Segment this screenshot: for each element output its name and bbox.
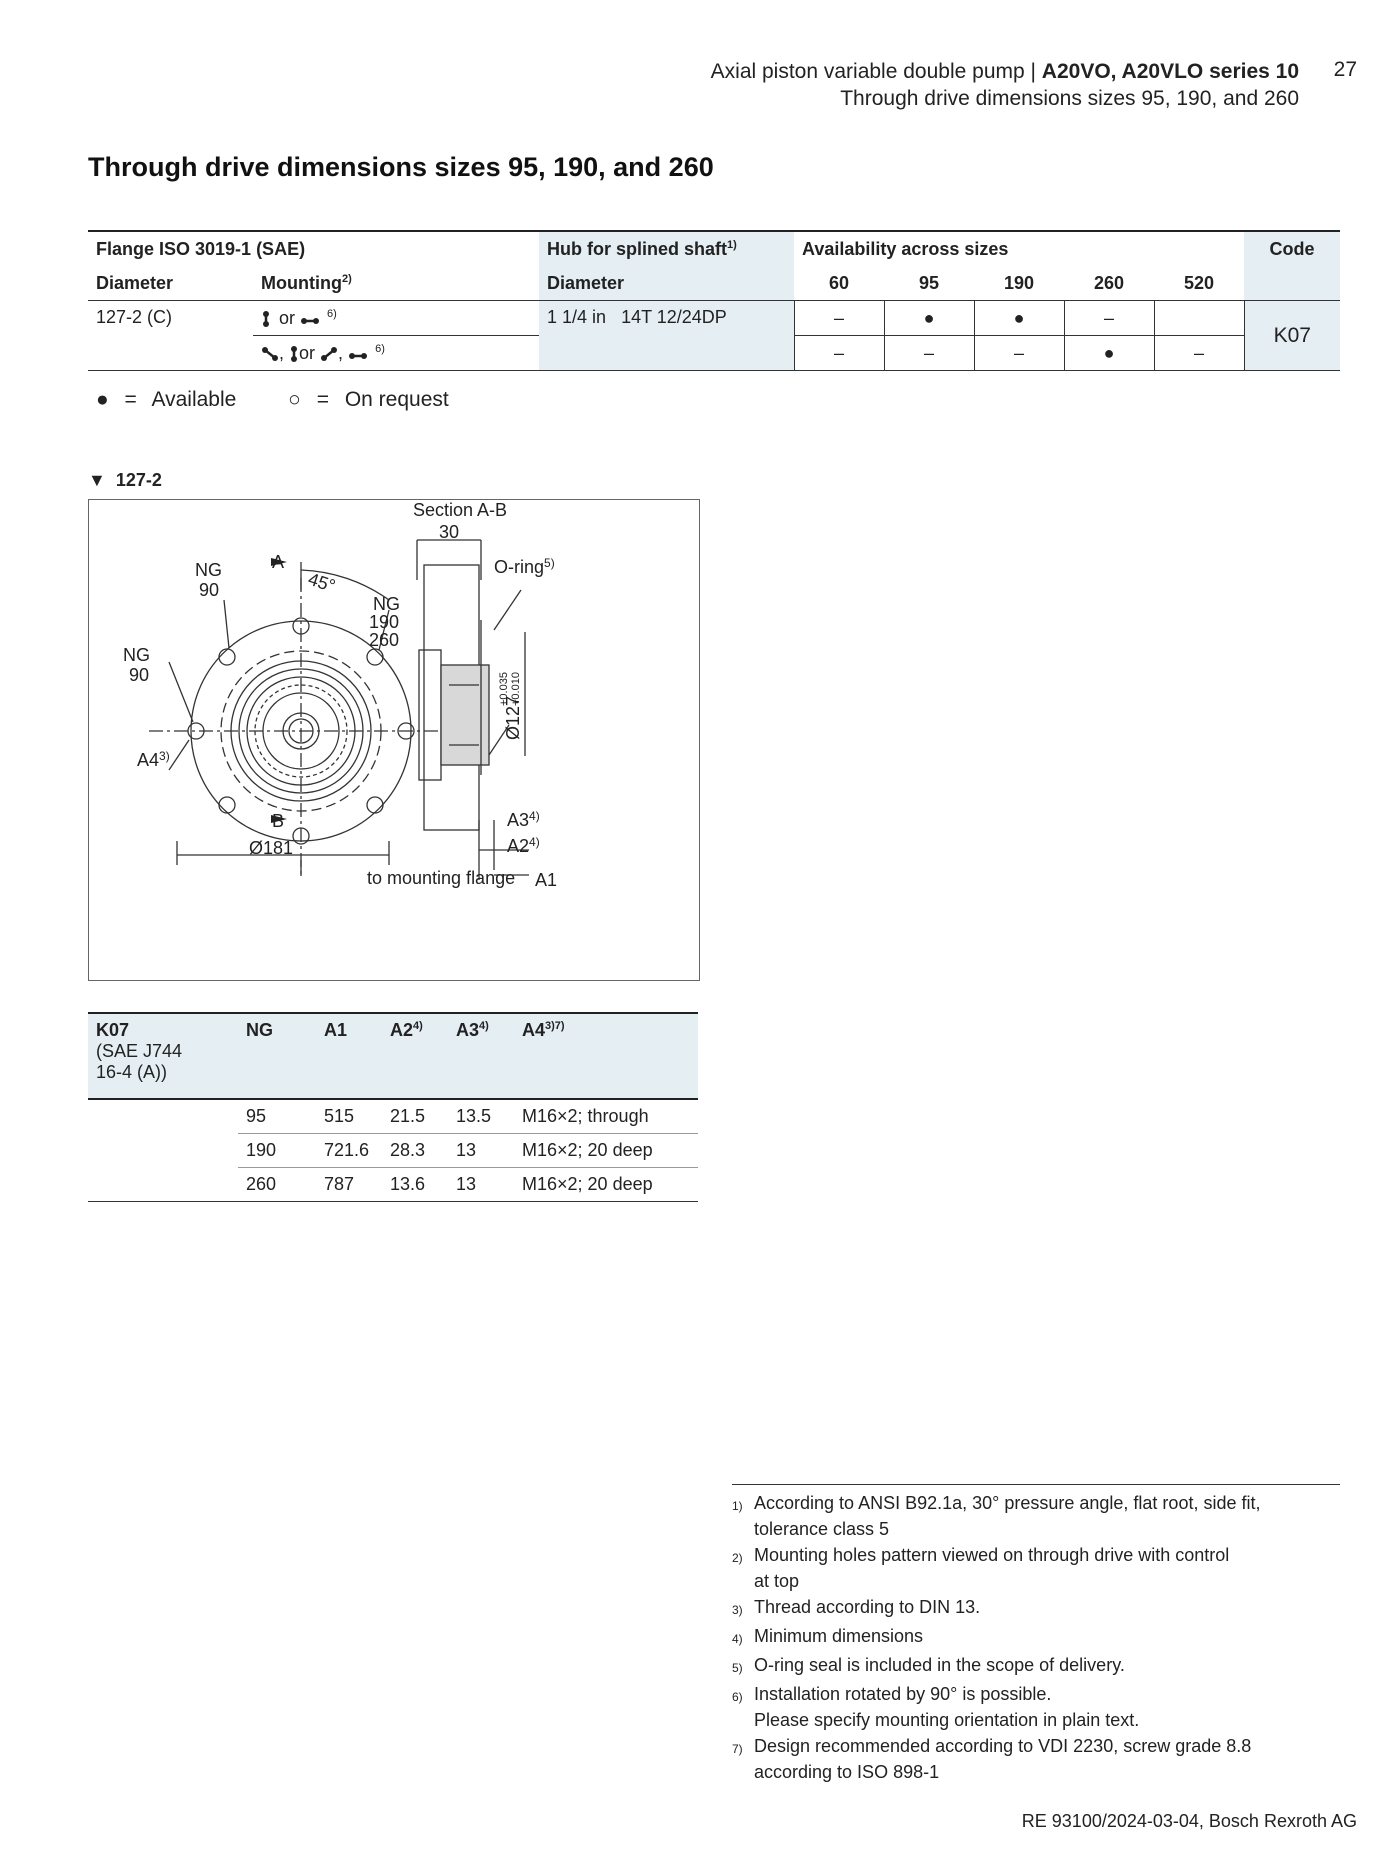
- flange-diameter: 127-2 (C): [88, 301, 253, 371]
- avail-r2-190: –: [974, 336, 1064, 371]
- col-ng: NG: [238, 1013, 316, 1099]
- header-line1: Axial piston variable double pump | A20VO, A20VLO series 10: [710, 60, 1299, 83]
- footnote: 5) O-ring seal is included in the scope of delivery.: [732, 1655, 1125, 1675]
- ng-left-val: 90: [129, 665, 150, 685]
- page-number: 27: [1333, 58, 1357, 81]
- a2-label: A2$^{4)}$: [507, 835, 540, 856]
- diameter-label: Diameter: [96, 272, 174, 293]
- page-footer: RE 93100/2024-03-04, Bosch Rexroth AG: [1021, 1811, 1357, 1831]
- dim-30: 30: [439, 522, 460, 542]
- mounting-horizontal-icon-2: [348, 345, 370, 363]
- availability-header: Availability across sizes: [802, 238, 1009, 259]
- available-symbol: ●: [96, 388, 109, 411]
- size-520: 520: [1183, 272, 1215, 293]
- available-text: Available: [151, 388, 237, 411]
- ng-right-260: 260: [369, 630, 400, 650]
- ng-right-190: 190: [369, 612, 400, 632]
- mounting-row2: , or , $^{6)}$: [253, 336, 539, 371]
- front-view: [149, 562, 447, 878]
- ng-right: NG: [373, 594, 400, 614]
- mounting-label: Mounting$^{2)}$: [261, 272, 352, 293]
- dia-181: Ø181: [249, 838, 294, 858]
- code-value: K07: [1244, 301, 1340, 371]
- avail-r2-260: ●: [1064, 336, 1154, 371]
- legend: ● = Available ○ = On request: [96, 388, 449, 411]
- dimensions-table: [88, 1012, 698, 1202]
- through-drive-drawing: [89, 500, 699, 980]
- avail-r1-260: –: [1064, 301, 1154, 336]
- footnote: 4) Minimum dimensions: [732, 1626, 924, 1646]
- hub-value: 1 1/4 in 14T 12/24DP: [539, 301, 794, 371]
- request-symbol: ○: [288, 388, 301, 411]
- avail-r2-95: –: [884, 336, 974, 371]
- mounting-horizontal-icon: [300, 310, 322, 328]
- header-line2: Through drive dimensions sizes 95, 190, and 260: [840, 87, 1299, 110]
- ng-left: NG: [123, 645, 150, 665]
- mounting-row1: or $^{6)}$: [253, 301, 539, 336]
- footnote: 2) Mounting holes pattern viewed on through drive with control at top: [732, 1545, 1230, 1591]
- ng-top-val: 90: [199, 580, 220, 600]
- tol-minus: +0.010: [510, 672, 522, 706]
- size-95: 95: [918, 272, 940, 293]
- footnote-divider: [732, 1484, 1340, 1485]
- section-label: Section A-B: [413, 500, 508, 520]
- col-a3: A3$^{4)}$: [448, 1013, 514, 1099]
- size-260: 260: [1093, 272, 1125, 293]
- angle-label: 45°: [305, 568, 338, 597]
- hub-header: Hub for splined shaft$^{1)}$: [539, 231, 794, 266]
- mounting-vertical-icon-2: [289, 345, 299, 363]
- footnote: 6) Installation rotated by 90° is possible. Please specify mounting orientation in plain text.: [732, 1684, 1140, 1730]
- a1-label: A1: [535, 870, 558, 890]
- a3-label: A3$^{4)}$: [507, 809, 540, 830]
- size-190: 190: [1003, 272, 1035, 293]
- avail-r2-520: –: [1154, 336, 1244, 371]
- mounting-flange-label: to mounting flange: [367, 868, 516, 888]
- hub-diameter-label: Diameter: [539, 266, 794, 301]
- avail-r1-60: –: [794, 301, 884, 336]
- request-text: On request: [344, 388, 449, 411]
- footnote: 7) Design recommended according to VDI 2230, screw grade 8.8 according to ISO 898-1: [732, 1736, 1252, 1782]
- avail-r1-95: ●: [884, 301, 974, 336]
- table-row: 95 515 21.5 13.5 M16×2; through: [88, 1099, 698, 1134]
- oring-label: O-ring$^{5)}$: [494, 556, 555, 577]
- page-title: Through drive dimensions sizes 95, 190, and 260: [88, 152, 714, 182]
- drawing-frame: [88, 499, 700, 981]
- mounting-diagonal-icon: [261, 345, 279, 363]
- col-a4: $A4^{3)7)}$: [514, 1013, 698, 1099]
- mounting-diagonal-icon-2: [320, 345, 338, 363]
- ng-top: NG: [195, 560, 222, 580]
- footnote: 3) Thread according to DIN 13.: [732, 1597, 981, 1617]
- table-row: 260 787 13.6 13 M16×2; 20 deep: [88, 1168, 698, 1202]
- avail-r1-190: ●: [974, 301, 1064, 336]
- avail-r1-520: [1154, 301, 1244, 336]
- a4-label: A4$^{3)}$: [137, 749, 170, 770]
- tol-plus: +0.035: [498, 672, 510, 706]
- k07-cell: K07 (SAE J744 16-4 (A)): [88, 1013, 238, 1099]
- section-a-label: A: [272, 552, 285, 572]
- footnotes: [732, 1490, 1340, 1785]
- col-a2: A2$^{4)}$: [382, 1013, 448, 1099]
- footnote: 1) According to ANSI B92.1a, 30° pressure angle, flat root, side fit, tolerance class 5: [732, 1493, 1261, 1539]
- flange-header: Flange ISO 3019-1 (SAE): [96, 238, 306, 259]
- availability-table: [88, 230, 1340, 371]
- col-a1: A1: [316, 1013, 382, 1099]
- page-header: [711, 58, 1299, 112]
- dia-127: Ø127: [503, 695, 523, 740]
- avail-r2-60: –: [794, 336, 884, 371]
- section-b-label: B: [272, 811, 285, 831]
- code-header: Code: [1244, 231, 1340, 266]
- figure-label: ▼ 127-2: [88, 470, 162, 490]
- size-60: 60: [828, 272, 850, 293]
- table-row: 190 721.6 28.3 13 M16×2; 20 deep: [88, 1134, 698, 1168]
